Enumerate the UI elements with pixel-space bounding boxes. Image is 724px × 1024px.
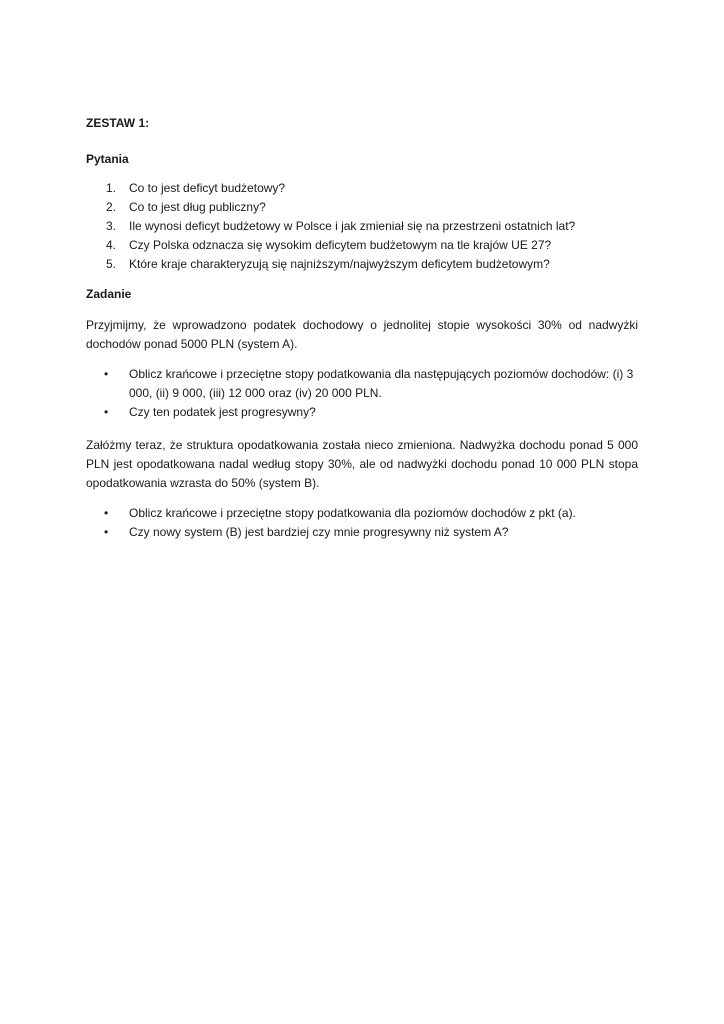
task-bullet-text: Czy ten podatek jest progresywny? (129, 405, 316, 419)
task-paragraph-system-b: Załóżmy teraz, że struktura opodatkowania została nieco zmieniona. Nadwyżka dochodu ponad 5 000 PLN jest opodatkowana nadal według stopy 30%, ale od nadwyżki dochodu ponad 10 000 PLN stopa opodatkowania wzrasta do 50% (system B). (86, 438, 638, 490)
task-bullet-text: Oblicz krańcowe i przeciętne stopy podatkowania dla następujących poziomów dochodów: (i) 3 000, (ii) 9 000, (iii) 12 000 oraz (iv) 20 000 PLN. (129, 367, 634, 400)
question-text: Co to jest deficyt budżetowy? (129, 181, 286, 195)
task-bullet-item (86, 403, 638, 422)
question-text: Ile wynosi deficyt budżetowy w Polsce i jak zmieniał się na przestrzeni ostatnich lat? (129, 219, 576, 233)
question-item (86, 255, 638, 274)
bullet-icon: • (104, 506, 109, 520)
question-item (86, 217, 638, 236)
bullet-icon: • (104, 367, 109, 381)
question-item (86, 179, 638, 198)
question-number: 4. (106, 238, 117, 252)
question-number: 3. (106, 219, 117, 233)
task-heading: Zadanie (86, 287, 132, 301)
question-number: 2. (106, 200, 117, 214)
questions-list (86, 179, 638, 274)
questions-heading: Pytania (86, 152, 129, 166)
question-text: Co to jest dług publiczny? (129, 200, 266, 214)
task-bullet-item (86, 523, 638, 542)
task-bullet-item (86, 365, 638, 403)
question-item (86, 198, 638, 217)
document-title: ZESTAW 1: (86, 116, 150, 130)
task-bullet-text: Czy nowy system (B) jest bardziej czy mnie progresywny niż system A? (129, 525, 509, 539)
question-number: 1. (106, 181, 117, 195)
task-bullet-item (86, 504, 638, 523)
task-bullets-system-a (86, 365, 638, 422)
question-item (86, 236, 638, 255)
task-bullet-text: Oblicz krańcowe i przeciętne stopy podatkowania dla poziomów dochodów z pkt (a). (129, 506, 576, 520)
question-number: 5. (106, 257, 117, 271)
document-page (86, 114, 638, 556)
task-paragraph-system-a: Przyjmijmy, że wprowadzono podatek dochodowy o jednolitej stopie wysokości 30% od nadwyżki dochodów ponad 5000 PLN (system A). (86, 318, 638, 351)
question-text: Które kraje charakteryzują się najniższym/najwyższym deficytem budżetowym? (129, 257, 550, 271)
bullet-icon: • (104, 525, 109, 539)
bullet-icon: • (104, 405, 109, 419)
question-text: Czy Polska odznacza się wysokim deficytem budżetowym na tle krajów UE 27? (129, 238, 552, 252)
task-bullets-system-b (86, 504, 638, 542)
